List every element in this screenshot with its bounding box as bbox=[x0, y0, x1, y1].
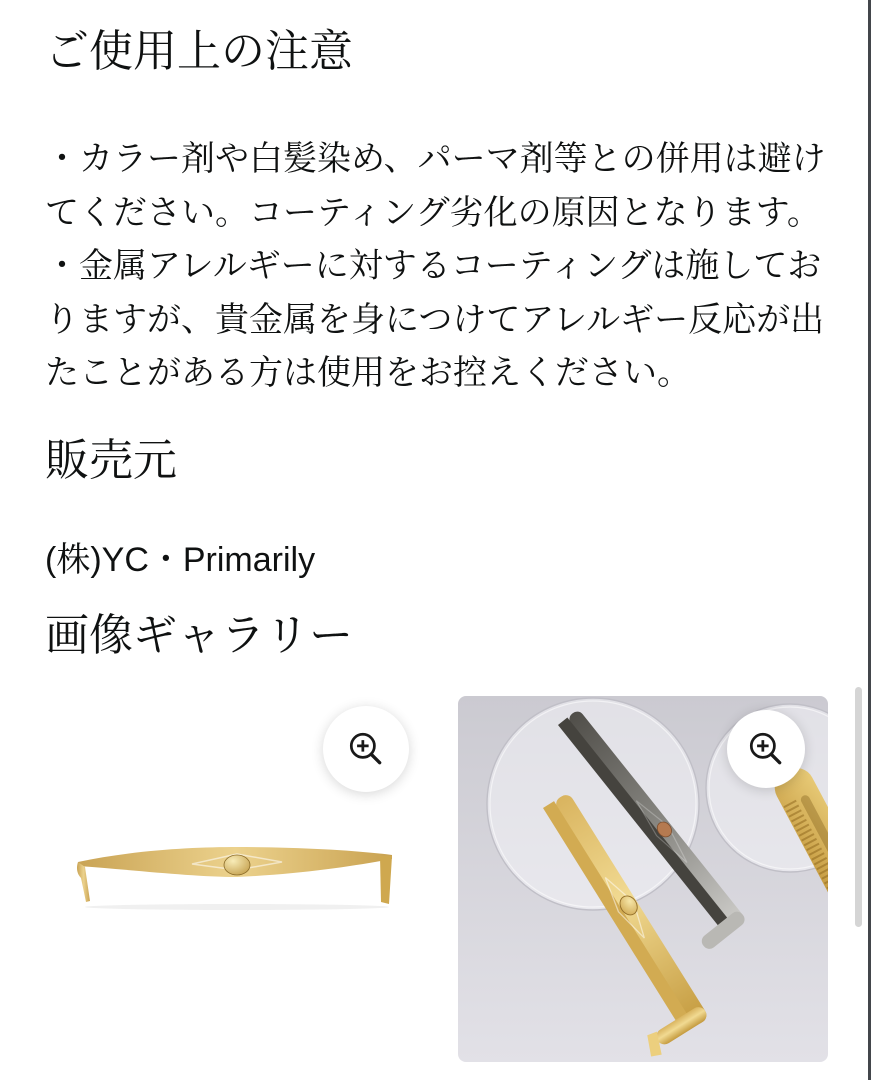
usage-line: ・カラー剤や白髪染め、パーマ剤等との併用は避け bbox=[45, 140, 826, 178]
image-gallery-heading: 画像ギャラリー bbox=[45, 611, 353, 660]
gold-comb-photo bbox=[74, 844, 400, 910]
zoom-in-icon bbox=[745, 728, 787, 770]
seller-heading: 販売元 bbox=[45, 436, 177, 485]
gallery-image-1[interactable] bbox=[4, 696, 454, 1062]
usage-line: てください。コーティング劣化の原因となります。 bbox=[45, 193, 821, 232]
usage-line: りますが、貴金属を身につけてアレルギー反応が出 bbox=[45, 300, 825, 339]
usage-line: たことがある方は使用をお控えください。 bbox=[45, 354, 691, 392]
zoom-in-button[interactable] bbox=[727, 710, 805, 788]
zoom-in-icon bbox=[345, 728, 387, 770]
scrollbar-thumb[interactable] bbox=[855, 687, 862, 927]
zoom-in-button[interactable] bbox=[323, 706, 409, 792]
usage-notes-text bbox=[45, 133, 835, 401]
usage-line: ・金属アレルギーに対するコーティングは施してお bbox=[45, 247, 822, 285]
seller-name: (株)YC・Primarily bbox=[45, 541, 316, 579]
usage-notes-heading: ご使用上の注意 bbox=[45, 27, 353, 76]
gallery-image-2[interactable] bbox=[458, 696, 828, 1062]
